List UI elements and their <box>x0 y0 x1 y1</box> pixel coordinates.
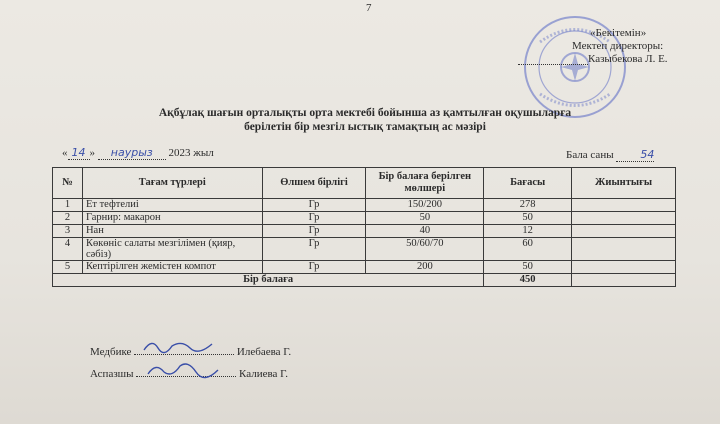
cook-signature-icon <box>144 358 224 380</box>
row-dish: Нан <box>82 225 262 238</box>
table-row <box>53 212 676 225</box>
row-unit: Гр <box>262 261 366 274</box>
table-row <box>53 225 676 238</box>
header-dish: Тағам түрлері <box>82 168 262 199</box>
row-amount: 50/60/70 <box>366 238 484 261</box>
nurse-name: Илебаева Г. <box>236 346 292 358</box>
row-dish: Ет тефтелиі <box>82 199 262 212</box>
approval-heading: «Бекітемін» <box>590 27 647 39</box>
row-amount: 50 <box>366 212 484 225</box>
footer-label: Бір балаға <box>53 274 484 287</box>
row-price: 278 <box>484 199 572 212</box>
approval-director-name: Казыбекова Л. Е. <box>588 53 668 65</box>
header-number: № <box>53 168 83 199</box>
row-amount: 40 <box>366 225 484 238</box>
date-year: 2023 жыл <box>168 147 214 159</box>
nurse-role: Медбике <box>90 346 132 358</box>
row-price: 60 <box>484 238 572 261</box>
menu-table <box>52 167 676 287</box>
nurse-signature-icon <box>142 336 222 356</box>
header-total: Жиынтығы <box>572 168 676 199</box>
page-number: 7 <box>366 2 372 14</box>
table-header-row <box>53 168 676 199</box>
row-unit: Гр <box>262 199 366 212</box>
row-dish: Гарнир: макарон <box>82 212 262 225</box>
footer-value: 450 <box>484 274 572 287</box>
row-number: 5 <box>53 261 83 274</box>
header-amount: Бір балаға берілген мөлшері <box>366 168 484 199</box>
row-total <box>572 261 676 274</box>
row-price: 50 <box>484 212 572 225</box>
document-title <box>120 106 610 134</box>
title-line-1: Ақбұлақ шағын орталықты орта мектебі бойынша аз қамтылған оқушыларға <box>158 107 572 119</box>
date-month: наурыз <box>98 146 166 160</box>
cook-signature-line <box>136 366 236 377</box>
children-count-row <box>566 148 654 162</box>
row-number: 4 <box>53 238 83 261</box>
row-amount: 200 <box>366 261 484 274</box>
row-amount: 150/200 <box>366 199 484 212</box>
row-unit: Гр <box>262 212 366 225</box>
row-total <box>572 225 676 238</box>
row-total <box>572 212 676 225</box>
table-row <box>53 238 676 261</box>
row-dish: Кептірілген жемістен компот <box>82 261 262 274</box>
approval-position: Мектеп директоры: <box>572 40 664 52</box>
row-total <box>572 238 676 261</box>
nurse-signature-line <box>134 344 234 355</box>
nurse-signature-row <box>90 344 291 358</box>
date-day: 14 <box>68 146 90 160</box>
row-price: 50 <box>484 261 572 274</box>
row-unit: Гр <box>262 225 366 238</box>
table-footer-row <box>53 274 676 287</box>
cook-name: Калиева Г. <box>239 368 289 380</box>
row-unit: Гр <box>262 238 366 261</box>
approval-block <box>560 27 680 66</box>
row-number: 3 <box>53 225 83 238</box>
header-unit: Өлшем бірлігі <box>262 168 366 199</box>
cook-signature-row <box>90 366 288 380</box>
row-price: 12 <box>484 225 572 238</box>
children-count-label: Бала саны <box>566 149 614 161</box>
row-number: 2 <box>53 212 83 225</box>
cook-role: Аспазшы <box>90 368 134 380</box>
date-row <box>62 146 214 160</box>
row-dish: Көкөніс салаты мезгілімен (қияр, сәбіз) <box>82 238 262 261</box>
date-close-quote: » <box>89 147 95 159</box>
children-count-value: 54 <box>616 148 654 162</box>
row-total <box>572 199 676 212</box>
footer-empty <box>572 274 676 287</box>
row-number: 1 <box>53 199 83 212</box>
header-price: Бағасы <box>484 168 572 199</box>
table-row <box>53 199 676 212</box>
date-open-quote: « <box>62 147 68 159</box>
title-line-2: берілетін бір мезгіл ыстық тамақтың ас мәзірі <box>244 121 486 133</box>
table-row <box>53 261 676 274</box>
